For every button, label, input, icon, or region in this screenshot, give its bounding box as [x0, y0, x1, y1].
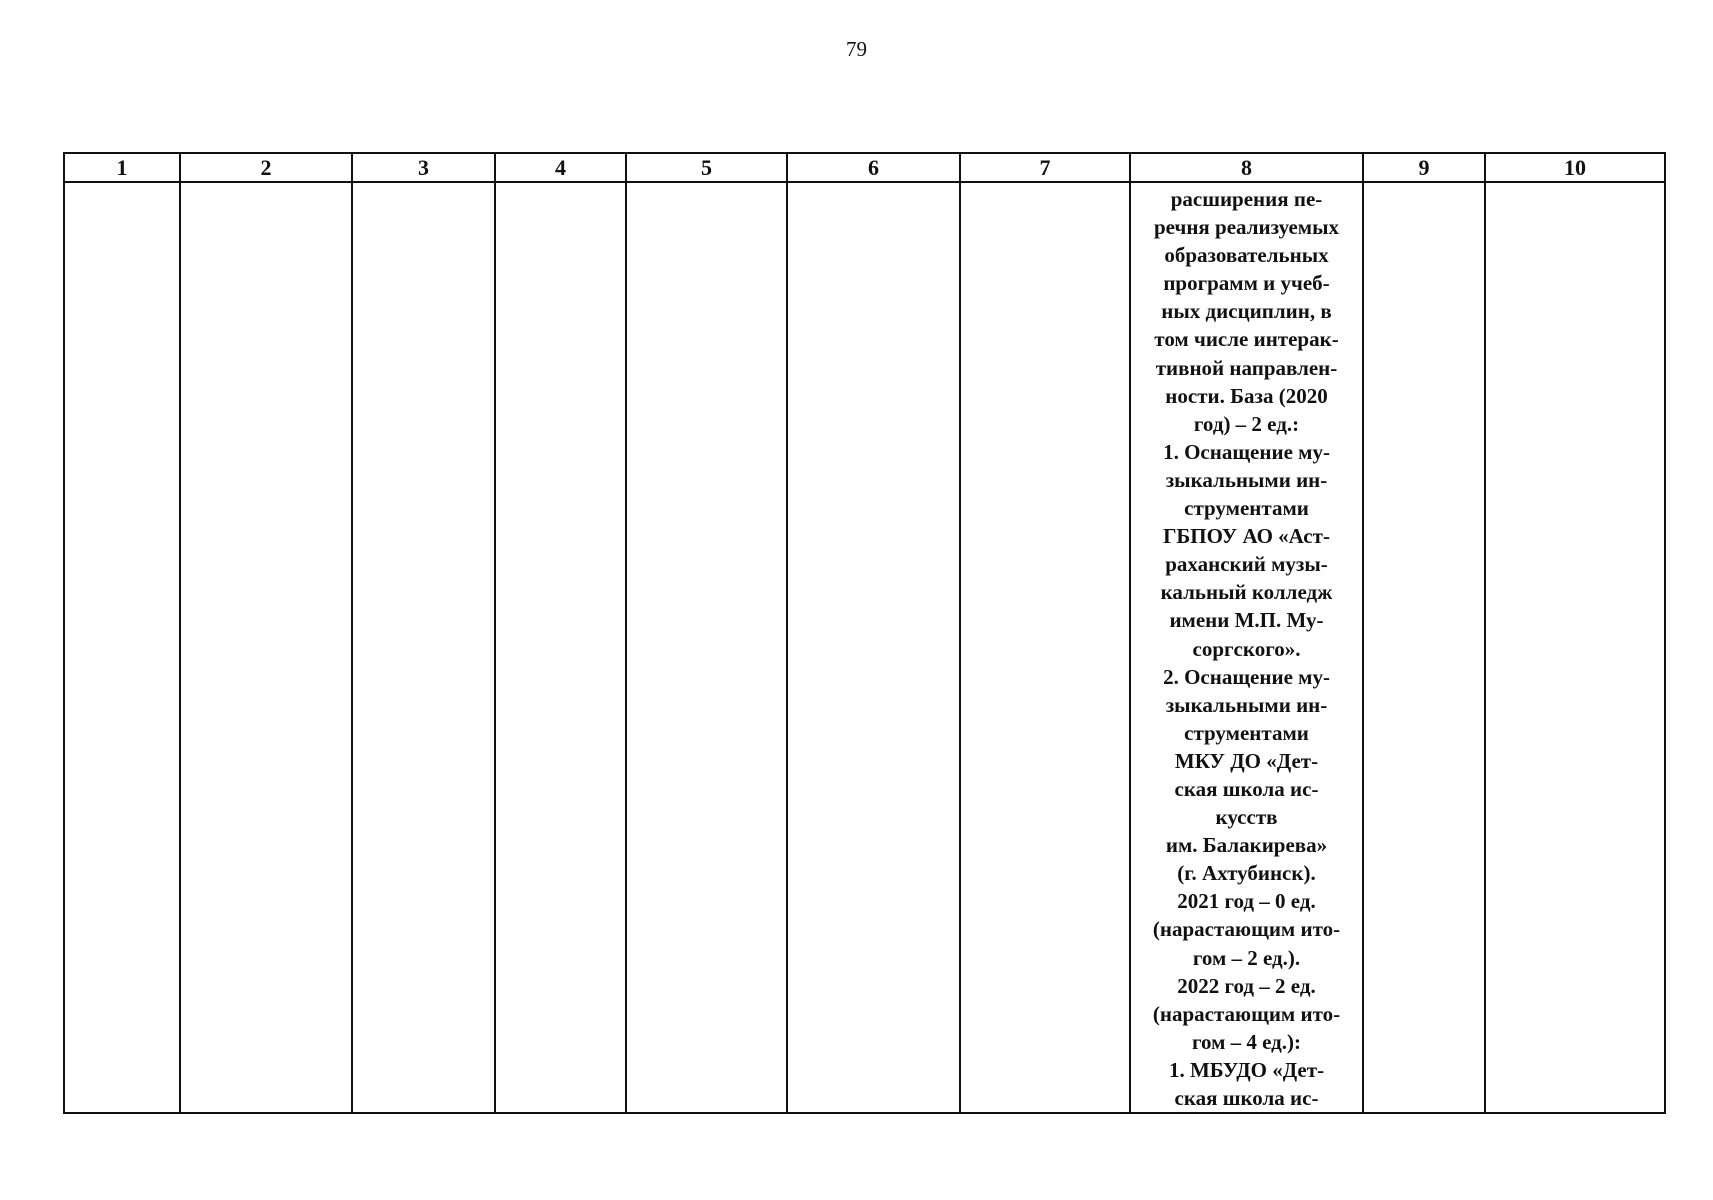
cell-text-line: том числе интерак- — [1154, 327, 1339, 352]
table-cell-col5 — [626, 182, 787, 1113]
table-cell-col2 — [180, 182, 352, 1113]
cell-text-line: ская школа ис- — [1174, 1086, 1319, 1110]
cell-text-line: речня реализуемых — [1154, 215, 1339, 240]
cell-text-line: (нарастающим ито- — [1152, 1001, 1341, 1026]
cell-text-line: зыкальными ин- — [1165, 467, 1328, 492]
table-cell-col6 — [787, 182, 960, 1113]
table-cell-col8 — [1130, 182, 1363, 1113]
column-header-2: 2 — [180, 153, 352, 182]
column-header-5: 5 — [626, 153, 787, 182]
cell-text-line: 2. Оснащение му- — [1163, 664, 1330, 689]
cell-text-col8 — [1131, 183, 1362, 1112]
cell-text-line: имени М.П. Му- — [1169, 608, 1324, 633]
cell-text-line: раханский музы- — [1165, 552, 1328, 577]
table-cell-col9 — [1363, 182, 1485, 1113]
cell-text-line: 1. МБУДО «Дет- — [1168, 1057, 1325, 1082]
cell-text-line: ская школа ис- — [1174, 776, 1319, 801]
cell-text-line: тивной направлен- — [1155, 355, 1338, 380]
cell-text-line: кусств — [1215, 805, 1278, 830]
cell-text-line: ности. База (2020 — [1165, 383, 1328, 408]
cell-text-line: струментами — [1184, 720, 1309, 745]
cell-text-line: образовательных — [1164, 243, 1329, 268]
column-header-6: 6 — [787, 153, 960, 182]
cell-text-line: 2022 год – 2 ед. — [1177, 973, 1316, 998]
table-cell-col3 — [352, 182, 495, 1113]
page-number: 79 — [846, 37, 867, 61]
cell-text-line: расширения пе- — [1170, 187, 1323, 211]
cell-text-line: струментами — [1184, 496, 1309, 521]
cell-text-line: гом – 4 ед.): — [1191, 1029, 1302, 1054]
table-row — [64, 182, 1665, 1113]
column-header-10: 10 — [1485, 153, 1665, 182]
cell-text-line: им. Балакирева» — [1165, 833, 1328, 858]
column-header-9: 9 — [1363, 153, 1485, 182]
cell-text-line: кальный колледж — [1160, 580, 1333, 605]
column-header-1: 1 — [64, 153, 180, 182]
cell-text-line: ГБПОУ АО «Аст- — [1163, 524, 1330, 549]
cell-text-line: 1. Оснащение му- — [1163, 439, 1330, 464]
table-cell-col7 — [960, 182, 1130, 1113]
table-cell-col4 — [495, 182, 626, 1113]
cell-text-line: год) – 2 ед.: — [1193, 411, 1300, 436]
cell-text-line: гом – 2 ед.). — [1192, 945, 1301, 970]
column-header-8: 8 — [1130, 153, 1363, 182]
cell-text-line: ных дисциплин, в — [1161, 299, 1332, 324]
cell-text-line: (нарастающим ито- — [1152, 917, 1341, 942]
cell-text-line: зыкальными ин- — [1165, 692, 1328, 717]
column-header-4: 4 — [495, 153, 626, 182]
cell-text-line: программ и учеб- — [1163, 271, 1330, 296]
table-cell-col10 — [1485, 182, 1665, 1113]
cell-text-line: соргского». — [1192, 636, 1301, 661]
column-header-7: 7 — [960, 153, 1130, 182]
program-table — [63, 152, 1666, 1114]
cell-text-line: (г. Ахтубинск). — [1177, 861, 1316, 886]
cell-text-line: 2021 год – 0 ед. — [1177, 889, 1316, 914]
column-header-3: 3 — [352, 153, 495, 182]
cell-text-line: МКУ ДО «Дет- — [1174, 748, 1319, 773]
table-cell-col1 — [64, 182, 180, 1113]
table-header-row — [64, 153, 1665, 182]
